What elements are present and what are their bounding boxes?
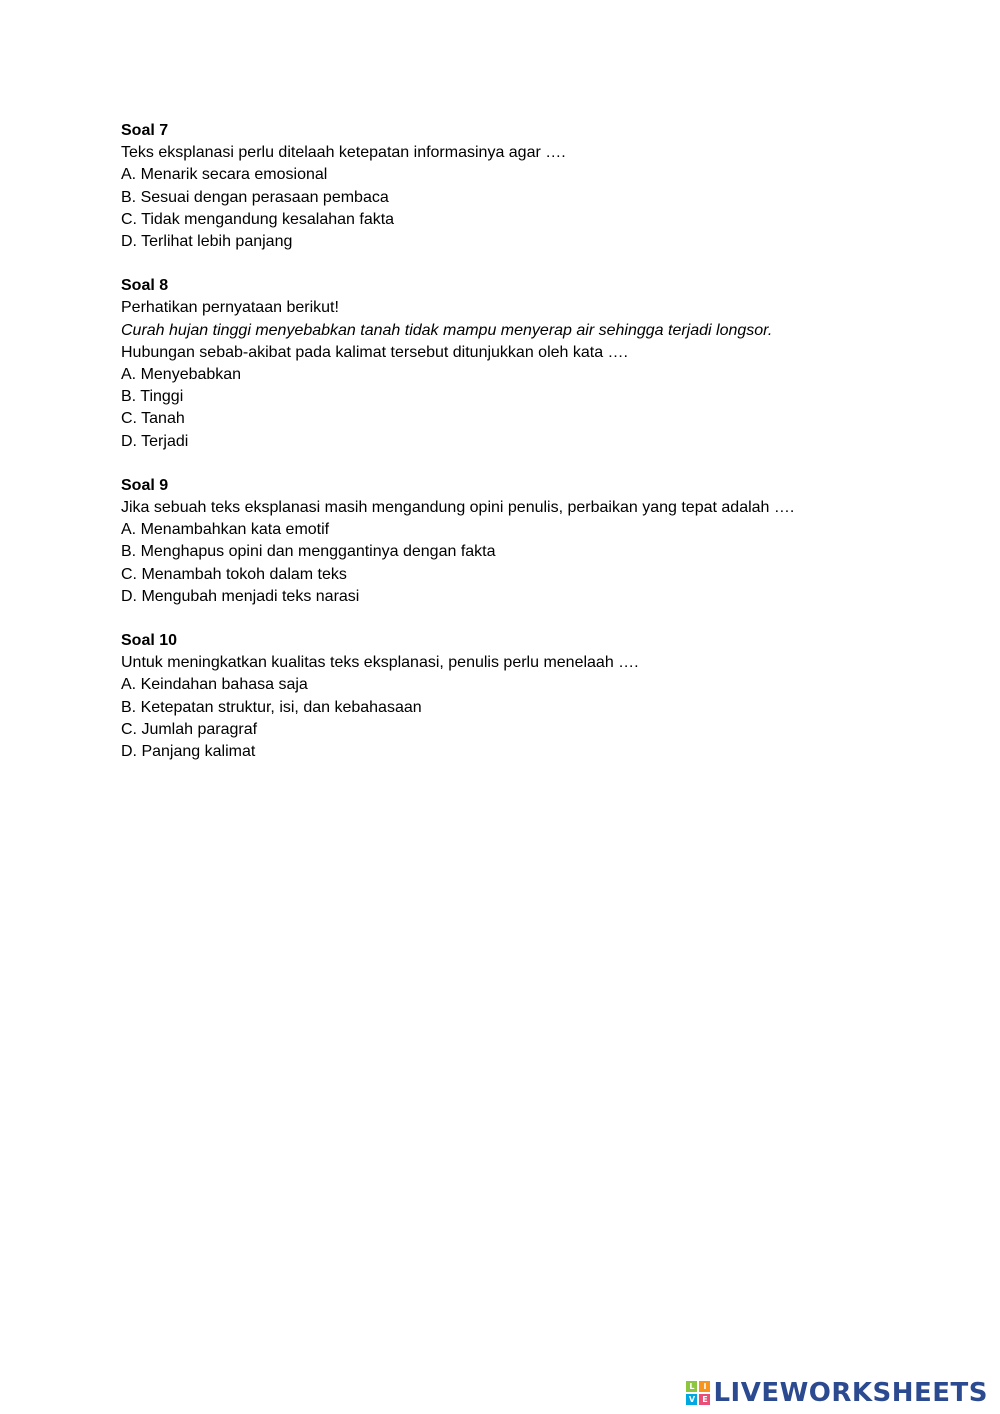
question-soal-10 xyxy=(121,630,941,763)
question-title: Soal 9 xyxy=(121,476,169,494)
question-prompt: Untuk meningkatkan kualitas teks eksplanasi, penulis perlu menelaah …. xyxy=(121,654,639,672)
option-a: A. Menambahkan kata emotif xyxy=(121,521,330,539)
option-b: B. Tinggi xyxy=(121,388,184,406)
logo-square-l: L xyxy=(686,1381,697,1392)
option-b: B. Ketepatan struktur, isi, dan kebahasaan xyxy=(121,698,422,716)
question-soal-8 xyxy=(121,275,941,453)
logo-square-e: E xyxy=(699,1394,710,1405)
logo-squares-icon xyxy=(686,1381,710,1405)
brand-name: LIVEWORKSHEETS xyxy=(713,1378,988,1408)
question-prompt: Teks eksplanasi perlu ditelaah ketepatan informasinya agar …. xyxy=(121,144,566,162)
logo-square-v: V xyxy=(686,1394,697,1405)
question-statement: Curah hujan tinggi menyebabkan tanah tidak mampu menyerap air sehingga terjadi longsor. xyxy=(121,321,773,339)
option-d: D. Panjang kalimat xyxy=(121,743,256,761)
option-c: C. Menambah tokoh dalam teks xyxy=(121,565,347,583)
liveworksheets-logo xyxy=(686,1380,988,1406)
option-c: C. Jumlah paragraf xyxy=(121,720,258,738)
option-c: C. Tanah xyxy=(121,410,185,428)
option-a: A. Menarik secara emosional xyxy=(121,166,328,184)
question-instruction: Perhatikan pernyataan berikut! xyxy=(121,299,339,317)
question-title: Soal 7 xyxy=(121,122,169,139)
question-soal-7 xyxy=(121,120,941,253)
question-soal-9 xyxy=(121,475,941,608)
question-prompt: Jika sebuah teks eksplanasi masih mengandung opini penulis, perbaikan yang tepat adalah …. xyxy=(121,499,795,517)
question-title: Soal 8 xyxy=(121,277,169,295)
option-a: A. Menyebabkan xyxy=(121,366,242,384)
option-d: D. Mengubah menjadi teks narasi xyxy=(121,587,360,605)
option-b: B. Menghapus opini dan menggantinya dengan fakta xyxy=(121,543,496,561)
option-a: A. Keindahan bahasa saja xyxy=(121,676,308,694)
option-d: D. Terjadi xyxy=(121,432,189,450)
question-prompt: Hubungan sebab-akibat pada kalimat tersebut ditunjukkan oleh kata …. xyxy=(121,343,628,361)
worksheet-page xyxy=(121,120,941,785)
option-d: D. Terlihat lebih panjang xyxy=(121,233,293,251)
logo-square-i: I xyxy=(699,1381,710,1392)
option-b: B. Sesuai dengan perasaan pembaca xyxy=(121,188,389,206)
option-c: C. Tidak mengandung kesalahan fakta xyxy=(121,210,395,228)
question-title: Soal 10 xyxy=(121,632,178,650)
